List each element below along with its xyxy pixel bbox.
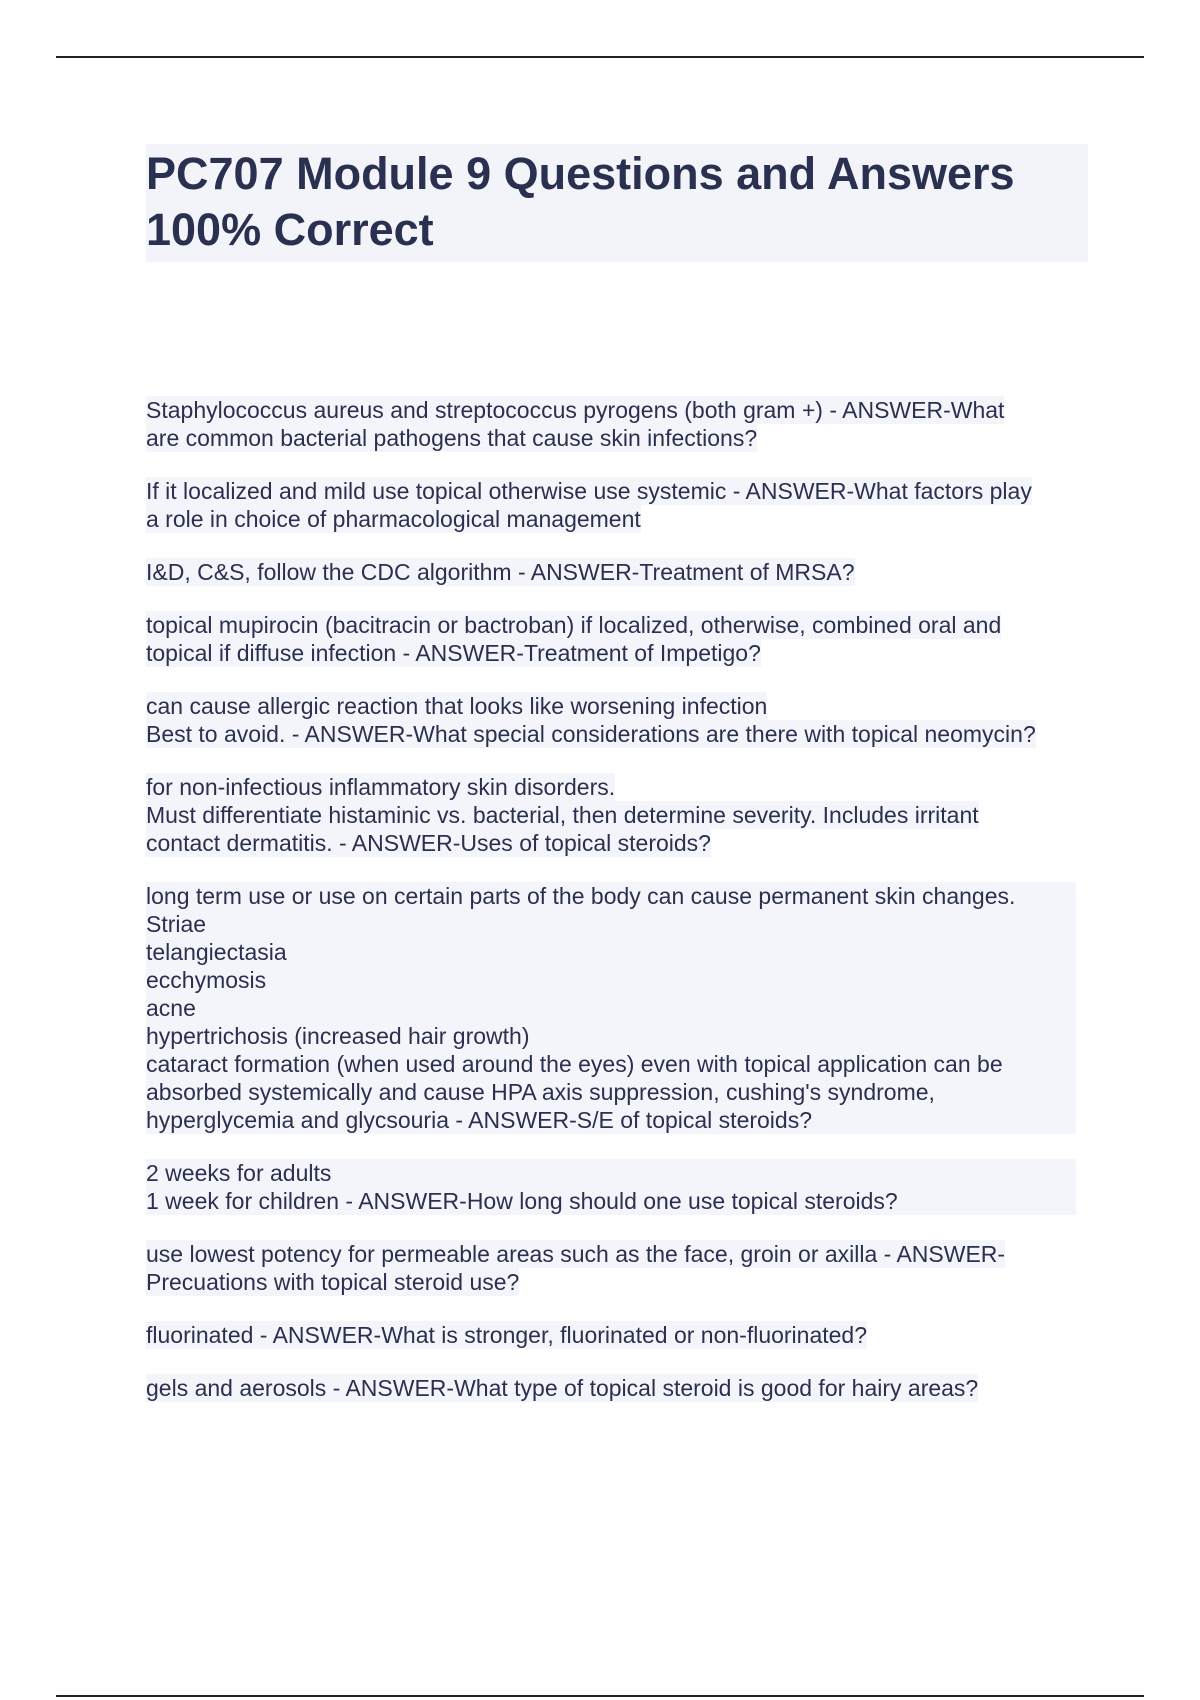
qa-text-line: ecchymosis: [146, 966, 1076, 994]
qa-item: [146, 558, 1106, 586]
qa-item: [146, 396, 1106, 452]
qa-text-line: hyperglycemia and glycsouria - ANSWER-S/E of topical steroids?: [146, 1106, 1076, 1134]
qa-text-line: hypertrichosis (increased hair growth): [146, 1022, 1076, 1050]
qa-text-line: I&D, C&S, follow the CDC algorithm - ANSWER-Treatment of MRSA?: [146, 559, 855, 585]
qa-text-line: use lowest potency for permeable areas such as the face, groin or axilla - ANSWER-: [146, 1241, 1006, 1267]
qa-list: [146, 396, 1106, 1427]
qa-text-line: fluorinated - ANSWER-What is stronger, fluorinated or non-fluorinated?: [146, 1322, 868, 1348]
qa-item: [146, 477, 1106, 533]
qa-text-line: telangiectasia: [146, 938, 1076, 966]
qa-item: [146, 882, 1106, 1134]
qa-text-line: for non-infectious inflammatory skin disorders.: [146, 774, 616, 800]
qa-text-line: Striae: [146, 910, 1076, 938]
qa-text-line: Must differentiate histaminic vs. bacterial, then determine severity. Includes irritant: [146, 802, 979, 828]
qa-item: [146, 692, 1106, 748]
qa-item: [146, 1240, 1106, 1296]
page-title-line: PC707 Module 9 Questions and Answers: [146, 148, 1015, 199]
qa-text-line: If it localized and mild use topical otherwise use systemic - ANSWER-What factors play: [146, 478, 1032, 504]
qa-text-line: contact dermatitis. - ANSWER-Uses of topical steroids?: [146, 830, 711, 856]
qa-item: [146, 1321, 1106, 1349]
qa-text-line: topical if diffuse infection - ANSWER-Treatment of Impetigo?: [146, 640, 761, 666]
qa-text-line: long term use or use on certain parts of the body can cause permanent skin changes.: [146, 882, 1076, 910]
qa-text-line: Staphylococcus aureus and streptococcus pyrogens (both gram +) - ANSWER-What: [146, 397, 1005, 423]
qa-item: [146, 773, 1106, 857]
qa-text-line: topical mupirocin (bacitracin or bactroban) if localized, otherwise, combined oral and: [146, 612, 1002, 638]
page-title-line: 100% Correct: [146, 204, 434, 255]
qa-item: [146, 1374, 1106, 1402]
qa-text-line: can cause allergic reaction that looks like worsening infection: [146, 693, 768, 719]
qa-text-line: acne: [146, 994, 1076, 1022]
qa-text-line: cataract formation (when used around the eyes) even with topical application can be: [146, 1050, 1076, 1078]
page-title: [146, 146, 1088, 258]
top-divider: [56, 56, 1144, 58]
qa-text-line: are common bacterial pathogens that cause skin infections?: [146, 425, 758, 451]
qa-text-line: Best to avoid. - ANSWER-What special considerations are there with topical neomycin?: [146, 721, 1036, 747]
qa-text-line: Precuations with topical steroid use?: [146, 1269, 520, 1295]
title-block: [146, 144, 1088, 262]
qa-text-line: a role in choice of pharmacological management: [146, 506, 641, 532]
qa-text-line: gels and aerosols - ANSWER-What type of topical steroid is good for hairy areas?: [146, 1375, 979, 1401]
bottom-divider: [56, 1695, 1144, 1697]
qa-text-line: 2 weeks for adults: [146, 1159, 1076, 1187]
qa-item: [146, 611, 1106, 667]
qa-text-line: absorbed systemically and cause HPA axis suppression, cushing's syndrome,: [146, 1078, 1076, 1106]
qa-text-line: 1 week for children - ANSWER-How long should one use topical steroids?: [146, 1187, 1076, 1215]
qa-item: [146, 1159, 1106, 1215]
